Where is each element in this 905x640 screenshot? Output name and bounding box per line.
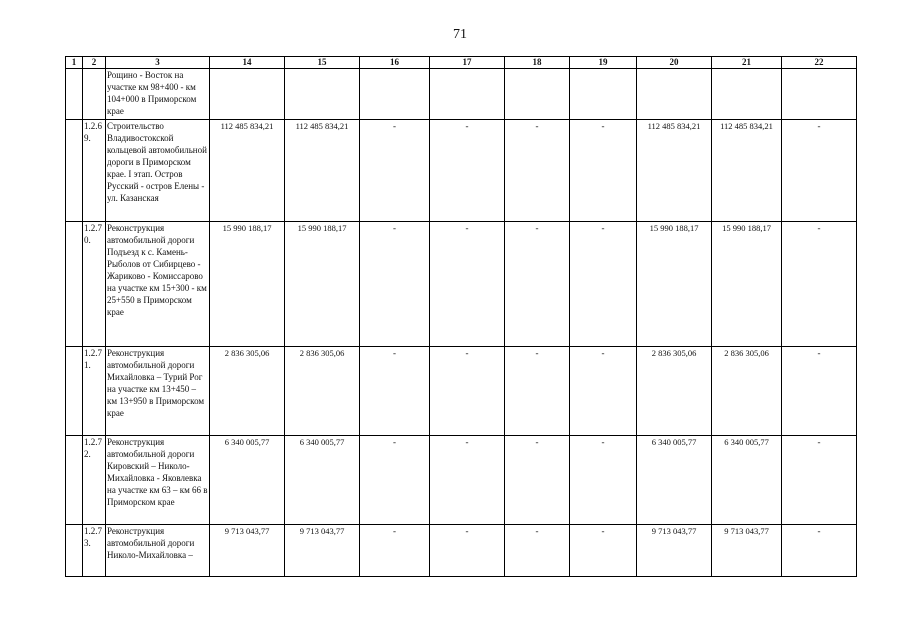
cell-col1: [66, 347, 83, 436]
col-header-21: 21: [712, 57, 782, 69]
col-header-1: 1: [66, 57, 83, 69]
cell-index: 1.2.7 0.: [83, 222, 106, 347]
cell-col19: -: [570, 120, 637, 222]
table-row: [66, 347, 857, 436]
col-header-14: 14: [210, 57, 285, 69]
cell-col17: -: [430, 436, 505, 525]
cell-col18: [505, 69, 570, 120]
cell-col20: 112 485 834,21: [637, 120, 712, 222]
col-header-16: 16: [360, 57, 430, 69]
cell-col14: 9 713 043,77: [210, 525, 285, 577]
cell-description: Рощино - Восток на участке км 98+400 - км 104+000 в Приморском крае: [106, 69, 210, 120]
col-header-22: 22: [782, 57, 857, 69]
cell-col18: -: [505, 120, 570, 222]
cell-col18: -: [505, 347, 570, 436]
cell-col19: -: [570, 222, 637, 347]
cell-col17: [430, 69, 505, 120]
cell-col15: 9 713 043,77: [285, 525, 360, 577]
cell-col21: [712, 69, 782, 120]
col-header-15: 15: [285, 57, 360, 69]
cell-col15: 6 340 005,77: [285, 436, 360, 525]
cell-index: 1.2.7 2.: [83, 436, 106, 525]
cell-col14: 6 340 005,77: [210, 436, 285, 525]
col-header-20: 20: [637, 57, 712, 69]
cell-col16: -: [360, 436, 430, 525]
cell-col15: 112 485 834,21: [285, 120, 360, 222]
cell-col1: [66, 120, 83, 222]
table-row: [66, 69, 857, 120]
cell-col15: [285, 69, 360, 120]
cell-description: Реконструкция автомобильной дороги Николо-Михайловка –: [106, 525, 210, 577]
table-row: [66, 436, 857, 525]
cell-col14: 112 485 834,21: [210, 120, 285, 222]
cell-index: 1.2.7 3.: [83, 525, 106, 577]
cell-col20: 2 836 305,06: [637, 347, 712, 436]
cell-col20: 6 340 005,77: [637, 436, 712, 525]
col-header-19: 19: [570, 57, 637, 69]
cell-col17: -: [430, 120, 505, 222]
cell-col19: -: [570, 525, 637, 577]
cell-col22: -: [782, 436, 857, 525]
cell-col20: 15 990 188,17: [637, 222, 712, 347]
cell-col18: -: [505, 436, 570, 525]
cell-col16: -: [360, 347, 430, 436]
cell-col16: [360, 69, 430, 120]
cell-col15: 2 836 305,06: [285, 347, 360, 436]
cell-description: Реконструкция автомобильной дороги Подъезд к с. Камень-Рыболов от Сибирцево - Жариково - Комиссарово на участке км 15+300 - км 25+550 в Приморском крае: [106, 222, 210, 347]
cell-col14: [210, 69, 285, 120]
col-header-3: 3: [106, 57, 210, 69]
cell-col21: 112 485 834,21: [712, 120, 782, 222]
cell-col22: -: [782, 347, 857, 436]
table-row: [66, 525, 857, 577]
cell-col1: [66, 436, 83, 525]
cell-col22: -: [782, 120, 857, 222]
cell-col16: -: [360, 120, 430, 222]
cell-col19: -: [570, 347, 637, 436]
cell-col1: [66, 222, 83, 347]
cell-col14: 15 990 188,17: [210, 222, 285, 347]
cell-col22: -: [782, 525, 857, 577]
cell-col14: 2 836 305,06: [210, 347, 285, 436]
cell-index: 1.2.7 1.: [83, 347, 106, 436]
cell-col17: -: [430, 347, 505, 436]
cell-col16: -: [360, 525, 430, 577]
cell-col21: 15 990 188,17: [712, 222, 782, 347]
col-header-17: 17: [430, 57, 505, 69]
budget-table: [65, 56, 857, 577]
cell-index: [83, 69, 106, 120]
cell-col22: [782, 69, 857, 120]
cell-description: Реконструкция автомобильной дороги Михайловка – Турий Рог на участке км 13+450 – км 13+950 в Приморском крае: [106, 347, 210, 436]
cell-col20: [637, 69, 712, 120]
cell-col19: -: [570, 436, 637, 525]
table-row: [66, 222, 857, 347]
page-number: 71: [453, 27, 467, 42]
col-header-2: 2: [83, 57, 106, 69]
col-header-18: 18: [505, 57, 570, 69]
header-row: [66, 57, 857, 69]
cell-col22: -: [782, 222, 857, 347]
table-row: [66, 120, 857, 222]
cell-col1: [66, 525, 83, 577]
cell-description: Строительство Владивостокской кольцевой автомобильной дороги в Приморском крае. I этап. Остров Русский - остров Елены - ул. Казанская: [106, 120, 210, 222]
cell-col18: -: [505, 525, 570, 577]
cell-index: 1.2.6 9.: [83, 120, 106, 222]
cell-col18: -: [505, 222, 570, 347]
cell-col21: 6 340 005,77: [712, 436, 782, 525]
cell-col21: 9 713 043,77: [712, 525, 782, 577]
cell-col17: -: [430, 222, 505, 347]
cell-col16: -: [360, 222, 430, 347]
cell-col17: -: [430, 525, 505, 577]
cell-col21: 2 836 305,06: [712, 347, 782, 436]
cell-col15: 15 990 188,17: [285, 222, 360, 347]
cell-col19: [570, 69, 637, 120]
cell-description: Реконструкция автомобильной дороги Кировский – Николо-Михайловка - Яковлевка на участке км 63 – км 66 в Приморском крае: [106, 436, 210, 525]
cell-col1: [66, 69, 83, 120]
cell-col20: 9 713 043,77: [637, 525, 712, 577]
